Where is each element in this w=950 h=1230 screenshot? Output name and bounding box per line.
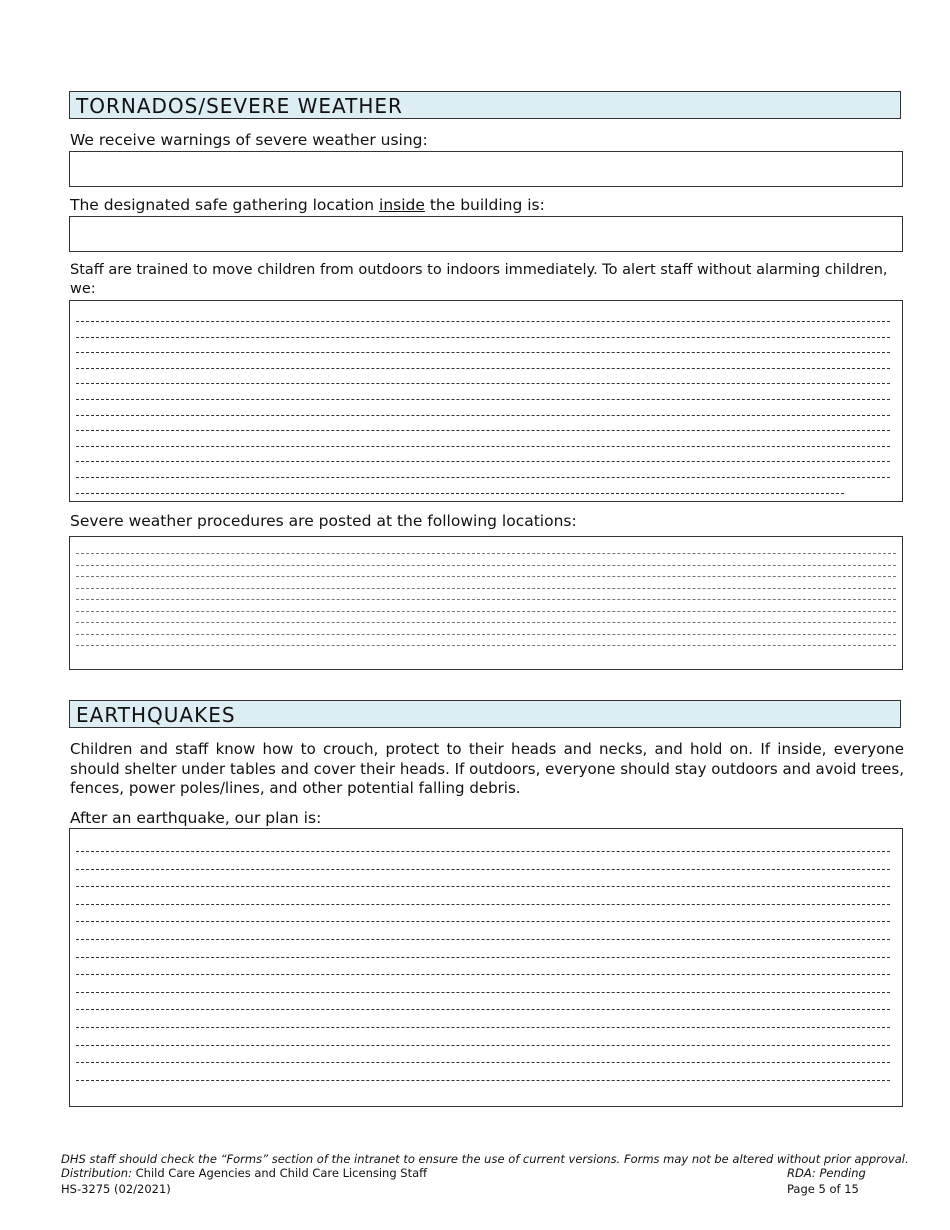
warning-method-field[interactable] [69, 151, 903, 187]
writing-line [76, 904, 890, 905]
safe-location-label-start: The designated safe gathering location [70, 196, 380, 214]
writing-line [76, 1027, 890, 1028]
safe-location-label [70, 195, 904, 215]
writing-line [76, 415, 890, 416]
writing-line [76, 645, 896, 646]
earthquake-plan-label: After an earthquake, our plan is: [70, 809, 322, 827]
writing-line [76, 1080, 890, 1081]
writing-line [76, 461, 890, 462]
warning-method-label: We receive warnings of severe weather using: [70, 131, 428, 149]
writing-line [76, 1009, 890, 1010]
writing-line [76, 553, 896, 554]
alert-staff-field[interactable] [69, 300, 903, 502]
writing-line [76, 921, 890, 922]
writing-line [76, 851, 890, 852]
footer-page-number: Page 5 of 15 [787, 1182, 859, 1196]
writing-line [76, 634, 896, 635]
writing-line [76, 576, 896, 577]
writing-line [76, 477, 890, 478]
writing-line [76, 446, 890, 447]
writing-line [76, 337, 890, 338]
alert-staff-label: Staff are trained to move children from outdoors to indoors immediately. To alert staff without alarming children, we: [70, 262, 888, 297]
writing-line [76, 383, 890, 384]
writing-line [76, 992, 890, 993]
tornado-section-header: TORNADOS/SEVERE WEATHER [69, 91, 901, 119]
footer-distribution-value: Child Care Agencies and Child Care Licensing Staff [131, 1166, 428, 1180]
footer-distribution [61, 1166, 427, 1180]
earthquake-section-header: EARTHQUAKES [69, 700, 901, 728]
writing-line [76, 321, 890, 322]
writing-line [76, 1045, 890, 1046]
safe-location-label-end: the building is: [424, 196, 545, 214]
procedures-posted-label: Severe weather procedures are posted at the following locations: [70, 512, 577, 530]
footer-rda: RDA: Pending [787, 1166, 866, 1180]
writing-line [76, 588, 896, 589]
writing-line [76, 974, 890, 975]
writing-line [76, 1062, 890, 1063]
safe-location-label-emphasis: inside [379, 196, 425, 214]
earthquake-instructions: Children and staff know how to crouch, protect to their heads and necks, and hold on. If inside, everyone should shelter under tables and cover their heads. If outdoors, everyone should stay outdoors and avoid trees, fences, power poles/lines, and other potential falling debris. [70, 740, 904, 797]
footer-notice: DHS staff should check the “Forms” section of the intranet to ensure the use of current versions. Forms may not be altered without prior approval. [61, 1152, 909, 1166]
writing-line [76, 565, 896, 566]
writing-line [76, 493, 844, 494]
writing-line [76, 368, 890, 369]
writing-line [76, 352, 890, 353]
writing-line [76, 622, 896, 623]
footer-distribution-label: Distribution: [61, 1166, 132, 1180]
earthquake-plan-field[interactable] [69, 828, 903, 1107]
writing-line [76, 399, 890, 400]
procedures-posted-field[interactable] [69, 536, 903, 670]
writing-line [76, 611, 896, 612]
footer-form-number: HS-3275 (02/2021) [61, 1182, 171, 1196]
writing-line [76, 886, 890, 887]
writing-line [76, 939, 890, 940]
writing-line [76, 599, 896, 600]
safe-location-field[interactable] [69, 216, 903, 252]
writing-line [76, 430, 890, 431]
writing-line [76, 957, 890, 958]
writing-line [76, 869, 890, 870]
